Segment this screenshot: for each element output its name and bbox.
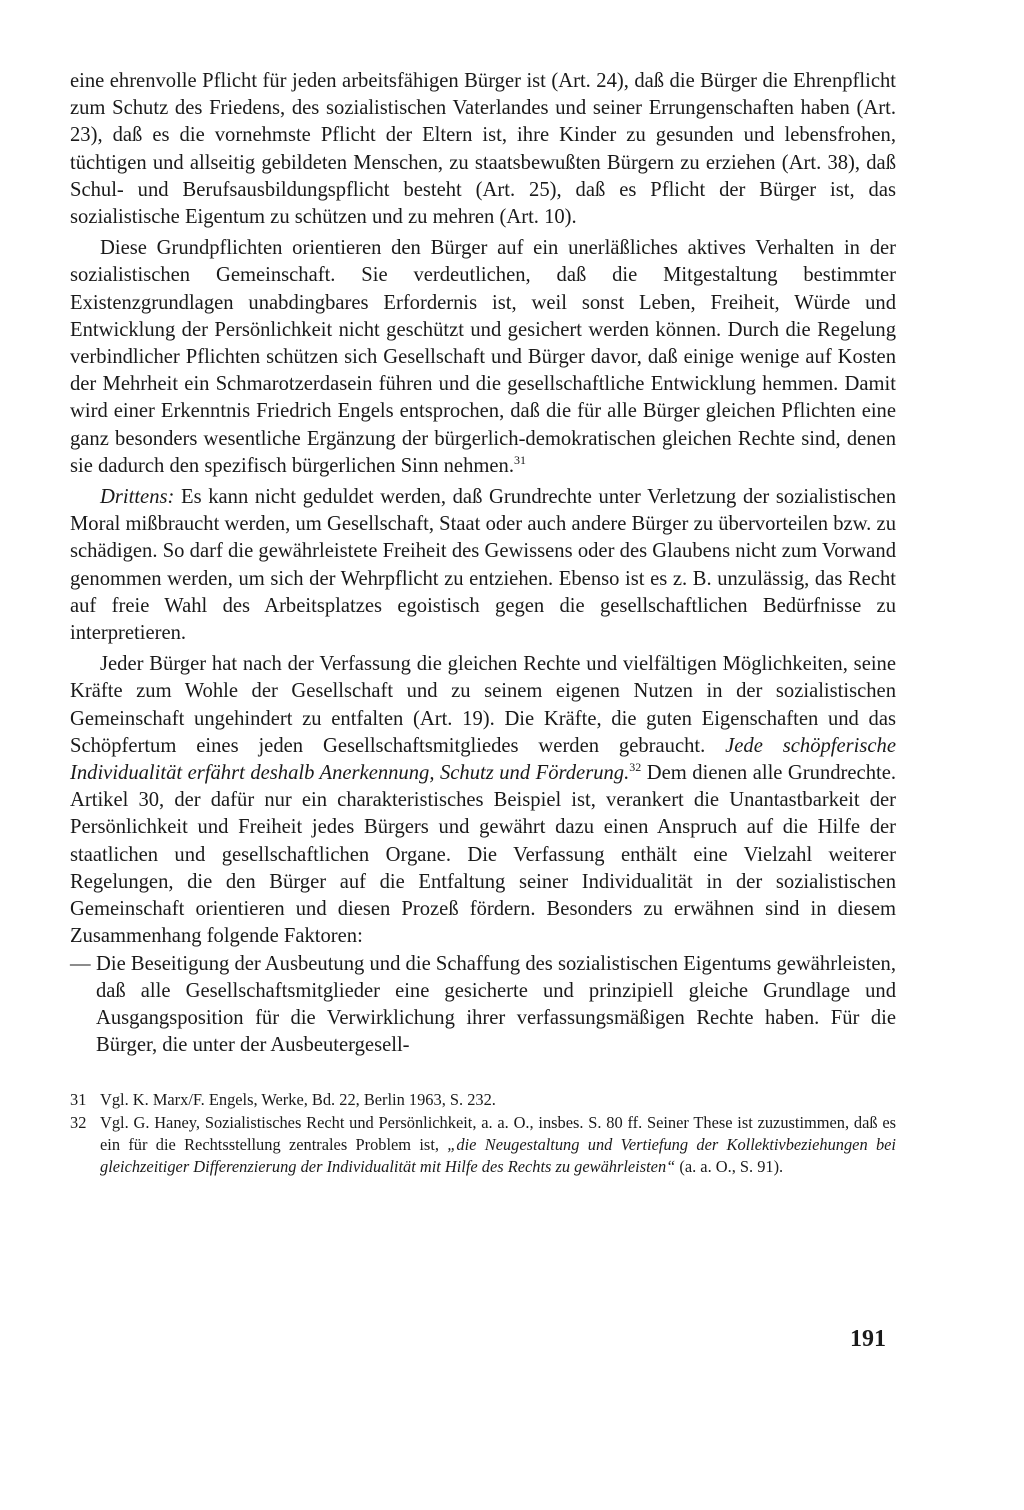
footnote-32-text: Vgl. G. Haney, Sozialistisches Recht und Persönlichkeit, a. a. O., insbes. S. 80 ff. Seiner These ist zuzustimmen, daß es ein für die Rechtsstellung zentrales Problem ist, [100,1112,896,1154]
footnote-31 [70,1089,896,1111]
paragraph-2-text: Diese Grundpflichten orientieren den Bürger auf ein unerläßliches aktives Verhalten in der sozialistischen Gemeinschaft. Sie verdeutlichen, daß die Mitgestaltung bestimmter Existenzgrundlagen unabdingbares Erfordernis ist, weil sonst Leben, Freiheit, Würde und Entwicklung der Persönlichkeit nicht geschützt und gesichert werden können. Durch die Regelung verbindlicher Pflichten schützen sich Gesellschaft und Bürger davor, daß einige wenige auf Kosten der Mehrheit ein Schmarotzerdasein führen und die gesellschaftliche Entwicklung hemmen. Damit wird einer Erkenntnis Friedrich Engels entsprochen, daß die für alle Bürger gleichen Pflichten eine ganz besonders wesentliche Ergänzung der bürgerlich-demokratischen gleichen Rechte sind, denen sie dadurch den spezifisch bürgerlichen Sinn nehmen. [70,237,896,477]
paragraph-4-text-a: Jeder Bürger hat nach der Verfassung die gleichen Rechte und vielfältigen Möglichkeiten, seine Kräfte zum Wohle der Gesellschaft und zu seinem eigenen Nutzen in der sozialistischen Gemeinschaft ungehindert zu entfalten (Art. 19). Die Kräfte, die guten Eigenschaften und das Schöpfertum eines jeden Gesellschaftsmitgliedes werden gebraucht. [70,653,896,757]
paragraph-1 [70,68,896,231]
paragraph-4-text-b: Dem dienen alle Grundrechte. Artikel 30, der dafür nur ein charakteristisches Beispiel ist, verankert die Unantastbarkeit der Persönlichkeit und Freiheit jedes Bürgers und gewährt dazu einen Anspruch auf die Hilfe der staatlichen und gesellschaftlichen Organe. Die Verfassung enthält eine Vielzahl weiterer Regelungen, die den Bürger auf die Entfaltung seiner Individualität in der sozialistischen Gemeinschaft orientieren und diesen Prozeß fördern. Besonders zu erwähnen sind in diesem Zusammenhang folgende Faktoren: [70,762,896,948]
paragraph-3 [70,484,896,647]
paragraph-1-text: eine ehrenvolle Pflicht für jeden arbeitsfähigen Bürger ist (Art. 24), daß die Bürger die Ehrenpflicht zum Schutz des Friedens, des sozialistischen Vaterlandes und seiner Errungenschaften haben (Art. 23), daß es die vornehmste Pflicht der Eltern ist, ihre Kinder zu gesunden und lebensfrohen, tüchtigen und allseitig gebildeten Menschen, zu staatsbewußten Bürgern zu erziehen (Art. 38), daß Schul- und Berufsausbildungspflicht besteht (Art. 25), daß es Pflicht der Bürger ist, das sozialistische Eigentum zu schützen und zu mehren (Art. 10). [70,70,896,229]
footnote-32 [70,1112,896,1179]
footnote-32-number: 32 [70,1112,87,1132]
footnotes [70,1089,896,1178]
footnote-32-tail: (a. a. O., S. 91). [675,1157,784,1177]
paragraph-2 [70,235,896,480]
footnote-31-number: 31 [70,1090,87,1110]
footnote-ref-32: 32 [629,760,642,775]
paragraph-3-text: Es kann nicht geduldet werden, daß Grundrechte unter Verletzung der sozialistischen Moral mißbraucht werden, um Gesellschaft, Staat oder auch andere Bürger zu übervorteilen bzw. zu schädigen. So darf die gewährleistete Freiheit des Gewissens oder des Glaubens nicht zum Vorwand genommen werden, um sich der Wehrpflicht zu entziehen. Ebenso ist es z. B. unzulässig, das Recht auf freie Wahl des Arbeitsplatzes egoistisch gegen die gesellschaftlichen Bedürfnisse zu interpretieren. [70,486,896,645]
bullet-dash: — [70,952,91,975]
page-body [70,68,896,1179]
page-number: 191 [850,1326,886,1352]
paragraph-4-emphasis: Jede schöpferische Individualität erfährt deshalb Anerkennung, Schutz und Förderung. [70,734,896,785]
paragraph-3-lead: Drittens: [100,486,175,509]
bullet-item-1 [70,951,896,1060]
footnote-32-quote: „die Neugestaltung und Vertiefung der Kollektivbeziehungen bei gleichzeitiger Differenzierung der Individualität mit Hilfe des Rechts zu gewährleisten“ [100,1134,896,1177]
footnote-ref-31: 31 [513,452,526,467]
footnote-31-text: Vgl. K. Marx/F. Engels, Werke, Bd. 22, Berlin 1963, S. 232. [100,1090,496,1110]
paragraph-4 [70,651,896,950]
bullet-item-1-text: Die Beseitigung der Ausbeutung und die Schaffung des sozialistischen Eigentums gewährleisten, daß alle Gesellschaftsmitglieder eine gesicherte und prinzipiell gleiche Grundlage und Ausgangsposition für die Verwirklichung ihrer verfassungsmäßigen Rechte haben. Für die Bürger, die unter der Ausbeutergesell- [96,952,896,1057]
